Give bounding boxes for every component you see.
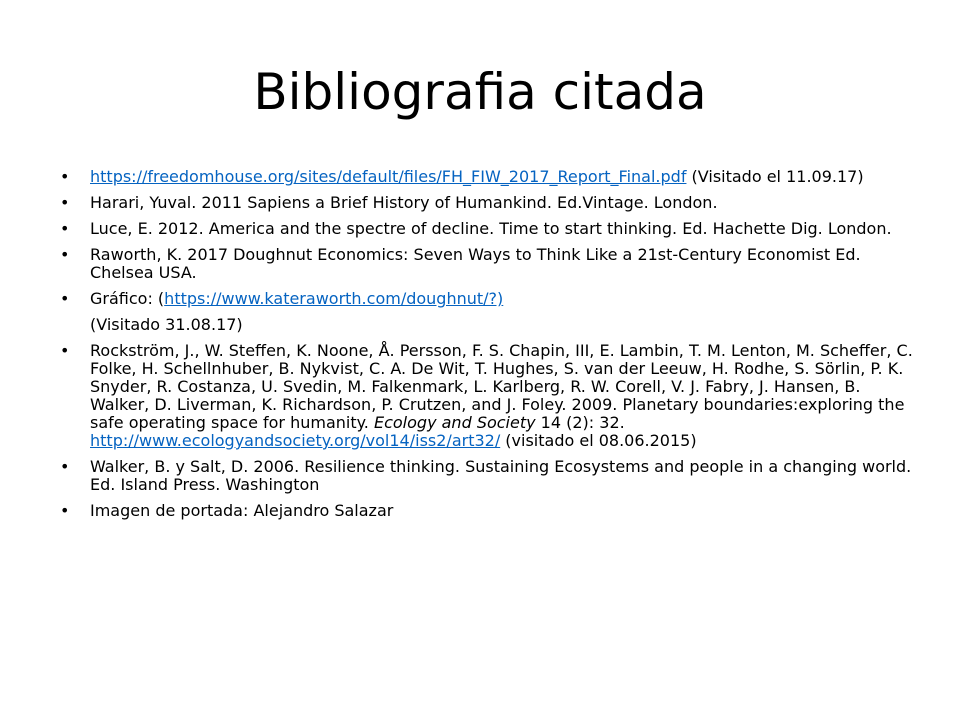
reference-item-luce (60, 220, 920, 238)
journal-title: Ecology and Society (373, 413, 536, 432)
bullet-icon: • (60, 341, 70, 360)
reference-item-grafico (60, 290, 920, 308)
bullet-icon: • (60, 501, 70, 520)
reference-item-rockstrom (60, 342, 920, 450)
bullet-icon: • (60, 289, 70, 308)
reference-visited-note: (visitado el 08.06.2015) (500, 431, 697, 450)
reference-text: Rockström, J., W. Steffen, K. Noone, Å. Persson, F. S. Chapin, III, E. Lambin, T. M. Lenton, M. Scheffer, C. Folke, H. Schellnhuber, B. Nykvist, C. A. De Wit, T. Hughes, S. van der Leeuw, H. Rodhe, S. Sörlin, P. K. Snyder, R. Costanza, U. Svedin, M. Falkenmark, L. Karlberg, R. W. Corell, V. J. Fabry, J. Hansen, B. Walker, D. Liverman, K. Richardson, P. Crutzen, and J. Foley. 2009. Planetary boundaries:exploring the safe operating space for humanity. (90, 341, 913, 432)
slide-title: Bibliografia citada (253, 63, 707, 121)
reference-visited-note: (Visitado el 11.09.17) (686, 167, 864, 186)
reference-text: Imagen de portada: Alejandro Salazar (90, 501, 394, 520)
reference-item-grafico-visited (60, 316, 920, 334)
reference-item-harari (60, 194, 920, 212)
bullet-icon: • (60, 219, 70, 238)
reference-item-walker (60, 458, 920, 494)
reference-text: Harari, Yuval. 2011 Sapiens a Brief History of Humankind. Ed.Vintage. London. (90, 193, 718, 212)
freedomhouse-report-link[interactable]: https://freedomhouse.org/sites/default/files/FH_FIW_2017_Report_Final.pdf (90, 167, 687, 186)
reference-text: 14 (2): 32. (535, 413, 625, 432)
reference-list (60, 168, 920, 528)
reference-item-raworth (60, 246, 920, 282)
reference-text: Luce, E. 2012. America and the spectre of decline. Time to start thinking. Ed. Hachette Dig. London. (90, 219, 892, 238)
bullet-icon: • (60, 457, 70, 476)
reference-text: Gráfico: ( (90, 289, 165, 308)
reference-item-cover-image (60, 502, 920, 520)
reference-item-freedomhouse (60, 168, 920, 186)
reference-text: Walker, B. y Salt, D. 2006. Resilience thinking. Sustaining Ecosystems and people in a changing world. Ed. Island Press. Washington (90, 457, 912, 494)
kateraworth-doughnut-link[interactable]: https://www.kateraworth.com/doughnut/?) (164, 289, 504, 308)
reference-text: Raworth, K. 2017 Doughnut Economics: Seven Ways to Think Like a 21st-Century Economist Ed. Chelsea USA. (90, 245, 861, 282)
bullet-icon: • (60, 167, 70, 186)
bullet-icon: • (60, 245, 70, 264)
ecology-society-link[interactable]: http://www.ecologyandsociety.org/vol14/iss2/art32/ (90, 431, 501, 450)
bullet-icon: • (60, 193, 70, 212)
reference-visited-note: (Visitado 31.08.17) (90, 315, 243, 334)
